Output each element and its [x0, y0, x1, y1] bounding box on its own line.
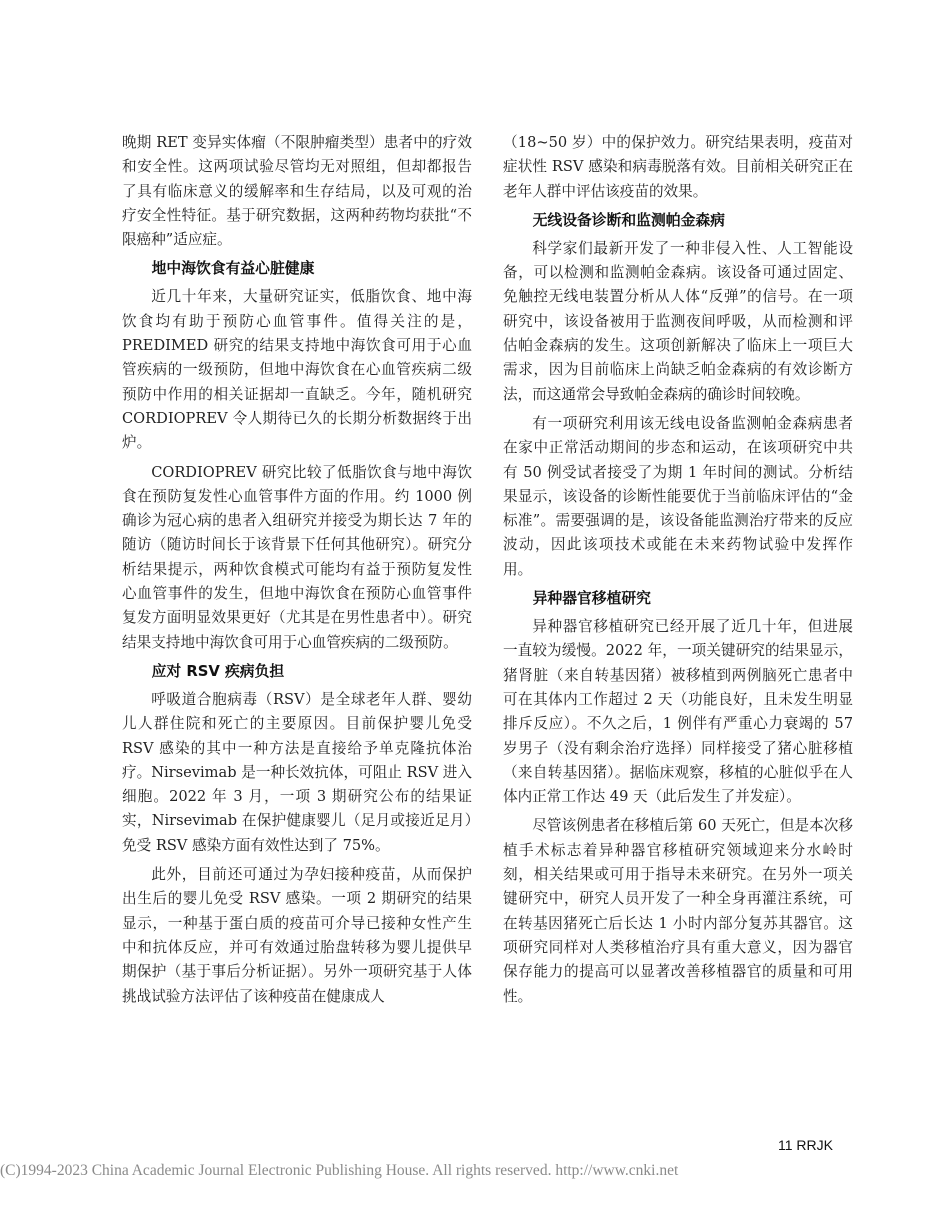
paragraph-continued: 晚期 RET 变异实体瘤（不限肿瘤类型）患者中的疗效和安全性。这两项试验尽管均无对照组，但却都报告了具有临床意义的缓解率和生存结局，以及可观的治疗安全性特征。基于研究数据，这两种药物均获批“不限癌种”适应症。 — [122, 134, 472, 249]
paragraph-diet-1: 近几十年来，大量研究证实，低脂饮食、地中海饮食均有助于预防心血管事件。值得关注的是，PREDIMED 研究的结果支持地中海饮食可用于心血管疾病的一级预防，但地中海饮食在心血管疾病二级预防中作用的相关证据却一直缺乏。今年，随机研究 CORDIOPREV 令人期待已久的长期分析数据终于出炉。 — [122, 288, 472, 452]
left-column — [122, 131, 472, 1014]
paragraph-wireless-2: 有一项研究利用该无线电设备监测帕金森病患者在家中正常活动期间的步态和运动，在该项研究中共有 50 例受试者接受了为期 1 年时间的测试。分析结果显示，该设备的诊断性能要优于当前临床评估的“金标准”。需要强调的是，该设备能监测治疗带来的反应波动，因此该项技术或能在未来药物试验中发挥作用。 — [503, 414, 853, 578]
heading-mediterranean-diet: 地中海饮食有益心脏健康 — [151, 260, 315, 278]
paragraph-rsv-1: 呼吸道合胞病毒（RSV）是全球老年人群、婴幼儿人群住院和死亡的主要原因。目前保护婴儿免受 RSV 感染的其中一种方法是直接给予单克隆抗体治疗。Nirsevimab 是一种长效抗体，可阻止 RSV 进入细胞。2022 年 3 月，一项 3 期研究公布的结果证实，Nirsevimab 在保护健康婴儿（足月或接近足月）免受 RSV 感染方面有效性达到了 75%。 — [122, 690, 472, 854]
paragraph-rsv-2: 此外，目前还可通过为孕妇接种疫苗，从而保护出生后的婴儿免受 RSV 感染。一项 2 期研究的结果显示，一种基于蛋白质的疫苗可介导已接种女性产生中和抗体反应，并可有效通过胎盘转移为婴儿提供早期保护（基于事后分析证据）。另外一项研究基于人体挑战试验方法评估了该种疫苗在健康成人 — [122, 866, 472, 1005]
paragraph-xeno-2: 尽管该例患者在移植后第 60 天死亡，但是本次移植手术标志着异种器官移植研究领域迎来分水岭时刻，相关结果或可用于指导未来研究。在另外一项关键研究中，研究人员开发了一种全身再灌注系统，可在转基因猪死亡后长达 1 小时内部分复苏其器官。这项研究同样对人类移植治疗具有重大意义，因为器官保存能力的提高可以显著改善移植器官的质量和可用性。 — [503, 817, 853, 1005]
paragraph-diet-2: CORDIOPREV 研究比较了低脂饮食与地中海饮食在预防复发性心血管事件方面的作用。约 1000 例确诊为冠心病的患者入组研究并接受为期长达 7 年的随访（随访时间长于该背景下任何其他研究）。研究分析结果提示，两种饮食模式可能均有益于预防复发性心血管事件的发生，但地中海饮食在预防心血管事件复发方面明显效果更好（尤其是在男性患者中）。研究结果支持地中海饮食可用于心血管疾病的二级预防。 — [122, 463, 472, 651]
page-number: 11 RRJK — [778, 1137, 833, 1153]
right-column — [503, 131, 853, 1014]
heading-rsv: 应对 RSV 疾病负担 — [151, 662, 285, 680]
heading-wireless-parkinsons: 无线设备诊断和监测帕金森病 — [532, 211, 725, 229]
paragraph-continued: （18~50 岁）中的保护效力。研究结果表明，疫苗对症状性 RSV 感染和病毒脱落有效。目前相关研究正在老年人群中评估该疫苗的效果。 — [503, 134, 853, 200]
paragraph-wireless-1: 科学家们最新开发了一种非侵入性、人工智能设备，可以检测和监测帕金森病。该设备可通过固定、免触控无线电装置分析从人体“反弹”的信号。在一项研究中，该设备被用于监测夜间呼吸，从而检测和评估帕金森病的发生。这项创新解决了临床上一项巨大需求，因为目前临床上尚缺乏帕金森病的有效诊断方法，而这通常会导致帕金森病的确诊时间较晚。 — [503, 239, 853, 403]
copyright-footer: (C)1994-2023 China Academic Journal Electronic Publishing House. All rights reserved. http://www.cnki.net — [0, 1162, 679, 1179]
heading-xenotransplant: 异种器官移植研究 — [532, 590, 651, 608]
paragraph-xeno-1: 异种器官移植研究已经开展了近几十年，但进展一直较为缓慢。2022 年，一项关键研究的结果显示，猪肾脏（来自转基因猪）被移植到两例脑死亡患者中可在其体内工作超过 2 天（功能良好，且未发生明显排斥反应）。不久之后，1 例伴有严重心力衰竭的 57 岁男子（没有剩余治疗选择）同样接受了猪心脏移植（来自转基因猪）。据临床观察，移植的心脏似乎在人体内正常工作达 49 天（此后发生了并发症）。 — [503, 618, 853, 806]
